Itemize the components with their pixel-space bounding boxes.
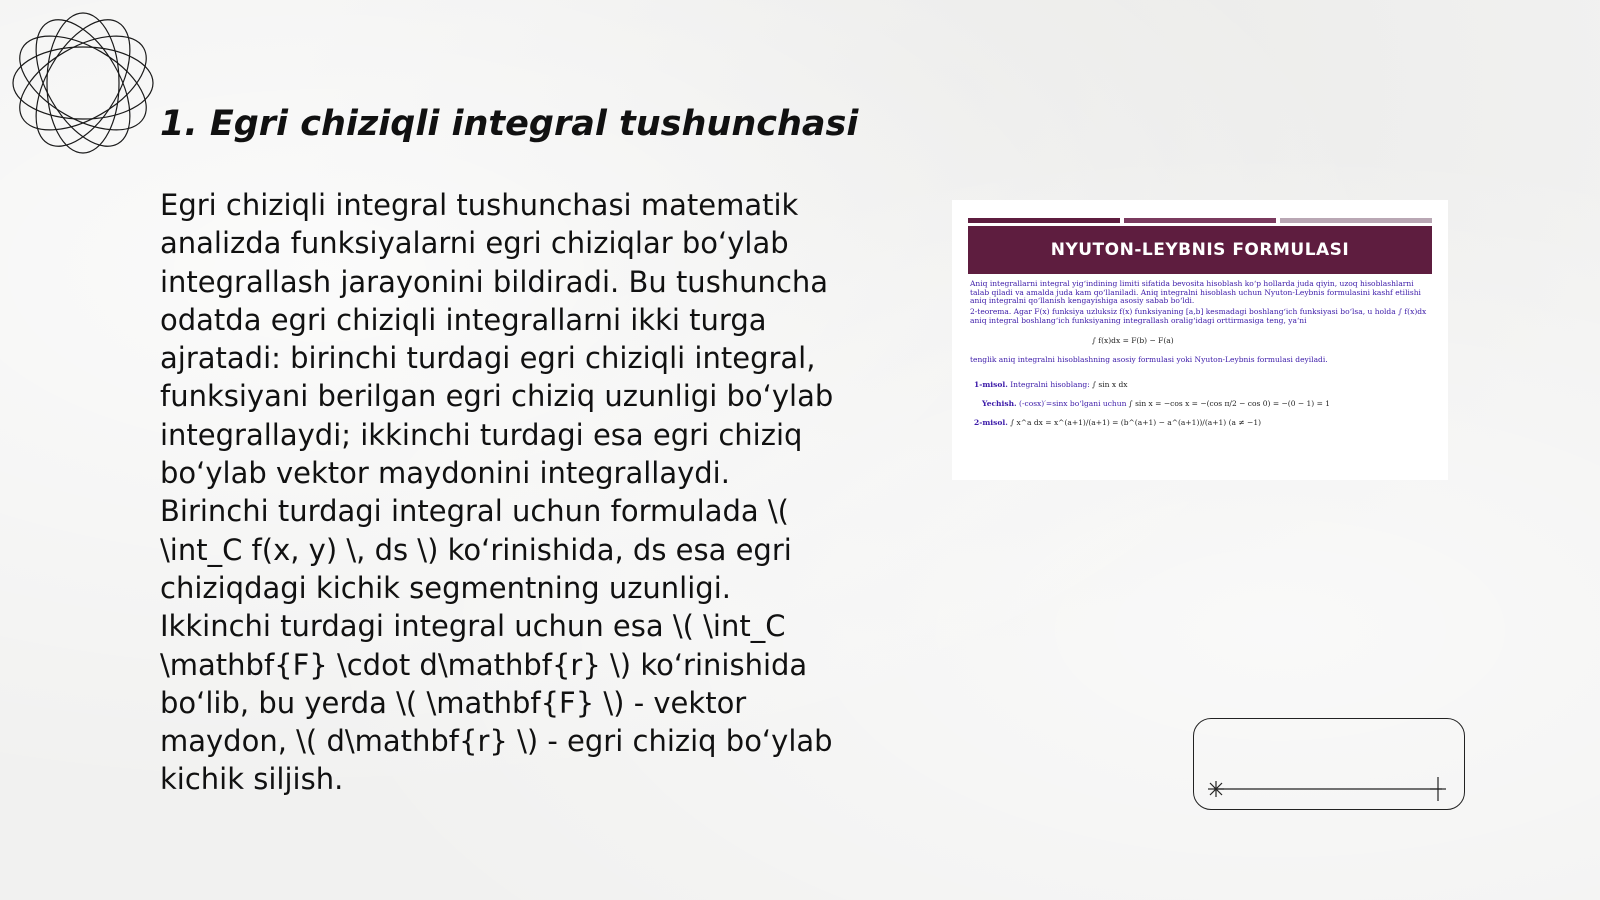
star-line-ornament: [1194, 719, 1466, 811]
image-bar: [1280, 218, 1432, 223]
example-2-label: 2-misol.: [974, 418, 1008, 427]
image-solution: [982, 399, 1330, 408]
image-formula: ∫ f(x)dx = F(b) − F(a): [1092, 336, 1174, 345]
decorative-orbit-graphic: [8, 8, 158, 158]
starburst-icon: [1208, 781, 1224, 797]
image-bar: [968, 218, 1120, 223]
solution-text: (-cosx)′=sinx bo‘lgani uchun: [1019, 399, 1127, 408]
image-theorem: 2-teorema. Agar F(x) funksiya uzluksiz f(x) funksiyaning [a,b] kesmadagi boshlang‘ich funksiyasi bo‘lsa, u holda ∫ f(x)dx aniq integral boshlang‘ich funksiyaning integrallash oralig‘idagi orttirmasiga teng, ya‘ni: [970, 307, 1427, 325]
formula-image: [952, 200, 1448, 480]
slide-title: 1. Egri chiziqli integral tushunchasi: [160, 104, 859, 144]
image-bar: [1124, 218, 1276, 223]
decorative-frame: [1193, 718, 1465, 810]
solution-math: ∫ sin x = −cos x = −(cos π/2 − cos 0) = −(0 − 1) = 1: [1128, 399, 1331, 408]
example-1-label: 1-misol.: [974, 380, 1008, 389]
example-1-text: Integralni hisoblang:: [1010, 380, 1090, 389]
example-1-integral: ∫ sin x dx: [1092, 380, 1128, 389]
image-banner-title: NYUTON-LEYBNIS FORMULASI: [968, 226, 1432, 274]
image-example-1: [974, 380, 1128, 389]
solution-label: Yechish.: [982, 399, 1017, 408]
image-equality-note: tenglik aniq integralni hisoblashning asosiy formulasi yoki Nyuton-Leybnis formulasi deyiladi.: [970, 355, 1328, 364]
sparkle-icon: [1430, 777, 1446, 801]
image-top-bars: [968, 218, 1432, 223]
slide-body-text: Egri chiziqli integral tushunchasi matematik analizda funksiyalarni egri chiziqlar bo‘ylab integrallash jarayonini bildiradi. Bu tushuncha odatda egri chiziqli integrallarni ikki turga ajratadi: birinchi turdagi egri chiziqli integral, funksiyani berilgan egri chiziq uzunligi bo‘ylab integrallaydi; ikkinchi turdagi esa egri chiziq bo‘ylab vektor maydonini integrallaydi. Birinchi turdagi integral uchun formulada \( \int_C f(x, y) \, ds \) ko‘rinishida, ds esa egri chiziqdagi kichik segmentning uzunligi. Ikkinchi turdagi integral uchun esa \( \int_C \mathbf{F} \cdot d\mathbf{r} \) ko‘rinishida bo‘lib, bu yerda \( \mathbf{F} \) - vektor maydon, \( d\mathbf{r} \) - egri chiziq bo‘ylab kichik siljish.: [160, 188, 834, 797]
image-paragraph: Aniq integrallarni integral yig‘indining limiti sifatida bevosita hisoblash ko‘p hollarda juda qiyin, uzoq hisoblashlarni talab qiladi va amalda juda kam qo‘llaniladi. Aniq integralni hisoblash uchun Nyuton-Leybnis formulasini kashf etilishi aniq integralni qo‘llanish kengayishiga asosiy sabab bo‘ldi.: [970, 279, 1421, 305]
image-example-2: [974, 418, 1261, 427]
example-2-math: ∫ x^a dx = x^(a+1)/(a+1) = (b^(a+1) − a^(a+1))/(a+1) (a ≠ −1): [1010, 418, 1262, 427]
